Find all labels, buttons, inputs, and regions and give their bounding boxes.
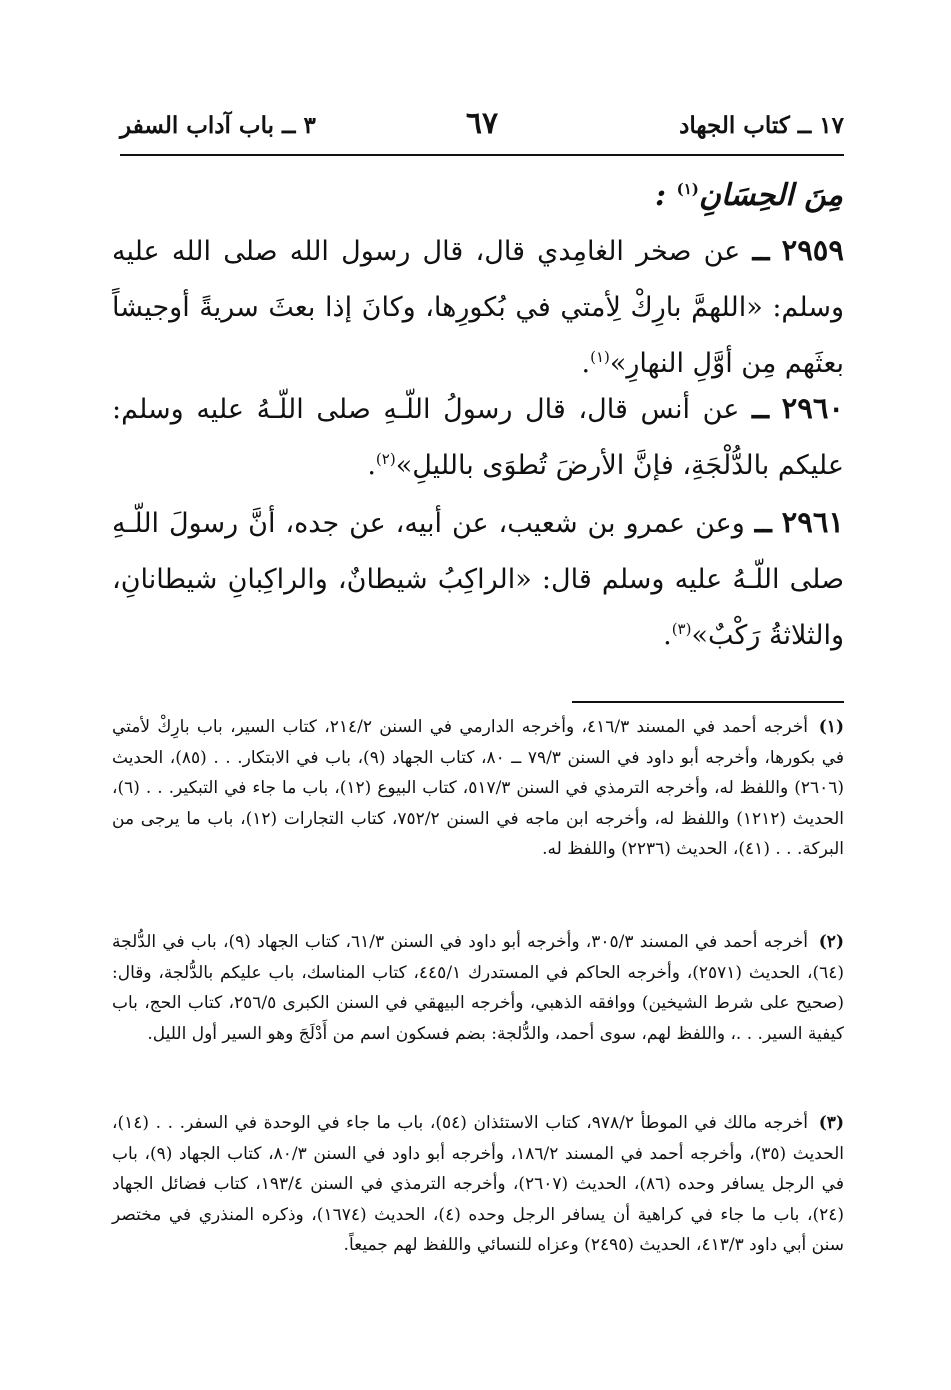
hadith-text: وعن عمرو بن شعيب، عن أبيه، عن جده، أنَّ رسولَ اللّـهِ صلى اللّـهُ عليه وسلم قال: «الراكِبُ شيطانٌ، والراكِبانِ شيطانانِ، والثلاثةُ رَكْبٌ»: [112, 508, 844, 651]
footnote-text: أخرجه أحمد في المسند ٤١٦/٣، وأخرجه الدارمي في السنن ٢١٤/٢، كتاب السير، باب بارِكْ لأمتي في بكورها، وأخرجه أبو داود في السنن ٧٩/٣ ــ ٨٠، كتاب الجهاد (٩)، باب في الابتكار. . . (٨٥)، الحديث (٢٦٠٦) واللفظ له، وأخرجه الترمذي في السنن ٥١٧/٣، كتاب البيوع (١٢)، باب ما جاء في التبكير. . . (٦)، الحديث (١٢١٢) واللفظ له، وأخرجه ابن ماجه في السنن ٧٥٢/٢، كتاب التجارات (١٢)، باب ما يرجى من البركة. . . (٤١)، الحديث (٢٢٣٦) واللفظ له.: [112, 717, 845, 859]
footnote: [112, 712, 844, 865]
hadith-number: ٢٩٦٠: [781, 391, 844, 425]
page-header: [120, 106, 844, 152]
hadith-text: عن صخر الغامِدي قال، قال رسول الله صلى الله عليه وسلم: «اللهمَّ بارِكْ لِأمتي في بُكورِها، وكانَ إذا بعثَ سريةً أوجيشاً بعثَهم مِن أوَّلِ النهارِ»: [112, 236, 844, 379]
footnote-text: أخرجه أحمد في المسند ٣٠٥/٣، وأخرجه أبو داود في السنن ٦١/٣، كتاب الجهاد (٩)، باب في الدُّلجة (٦٤)، الحديث (٢٥٧١)، وأخرجه الحاكم في المستدرك ٤٤٥/١، كتاب المناسك، باب عليكم بالدُّلجة، وقال: (صحيح على شرط الشيخين) ووافقه الذهبي، وأخرجه البيهقي في السنن الكبرى ٢٥٦/٥، كتاب الحج، باب كيفية السير. . .، واللفظ لهم، سوى أحمد، والدُّلجة: بضم فسكون اسم من أَدْلَجَ وهو السير أول الليل.: [112, 932, 845, 1044]
page-number: ٦٧: [465, 106, 499, 141]
hadith-text: عن أنس قال، قال رسولُ اللّـهِ صلى اللّـهُ عليه وسلم: عليكم بالدُّلْجَةِ، فإنَّ الأرضَ تُطوَى بالليلِ»: [112, 394, 844, 481]
footnote-reference[interactable]: (١): [590, 348, 610, 366]
hadith-entry: [112, 494, 844, 664]
footnote-reference[interactable]: (٣): [671, 620, 692, 638]
section-footnote-marker: (١): [676, 180, 699, 198]
section-colon: :: [655, 178, 667, 213]
header-divider: [120, 154, 844, 156]
hadith-dash: ــ: [754, 505, 772, 539]
section-title-text: مِنَ الحِسَانِ: [698, 178, 843, 213]
chapter-title: ٣ ــ باب آداب السفر: [120, 112, 316, 139]
footnote: [112, 1108, 844, 1261]
hadith-entry: [112, 380, 844, 494]
hadith-entry: [112, 222, 844, 392]
footnote-text: أخرجه مالك في الموطأ ٩٧٨/٢، كتاب الاستئذان (٥٤)، باب ما جاء في الوحدة في السفر. . . (١٤)، الحديث (٣٥)، وأخرجه أحمد في المسند ١٨٦/٢، وأخرجه أبو داود في السنن ٨٠/٣، كتاب الجهاد (٩)، باب في الرجل يسافر وحده (٨٦)، الحديث (٢٦٠٧)، وأخرجه الترمذي في السنن ١٩٣/٤، كتاب فضائل الجهاد (٢٤)، باب ما جاء في كراهية أن يسافر الرجل وحده (٤)، الحديث (١٦٧٤)، وذكره المنذري في مختصر سنن أبي داود ٤١٣/٣، الحديث (٢٤٩٥) وعزاه للنسائي واللفظ لهم جميعاً.: [112, 1113, 845, 1255]
hadith-end: .: [367, 450, 376, 481]
footnote-number: (٣): [818, 1113, 844, 1133]
footnote-divider: [572, 701, 844, 703]
hadith-end: .: [663, 620, 672, 651]
hadith-number: ٢٩٦١: [781, 505, 844, 539]
hadith-number: ٢٩٥٩: [781, 233, 844, 267]
hadith-dash: ــ: [752, 233, 770, 267]
hadith-dash: ــ: [752, 391, 769, 425]
footnote-reference[interactable]: (٢): [375, 450, 396, 468]
book-title: ١٧ ــ كتاب الجهاد: [679, 112, 844, 139]
hadith-end: .: [581, 348, 591, 379]
footnote: [112, 927, 844, 1049]
section-heading: [655, 178, 843, 213]
footnote-number: (٢): [818, 932, 844, 952]
footnote-number: (١): [818, 717, 844, 737]
